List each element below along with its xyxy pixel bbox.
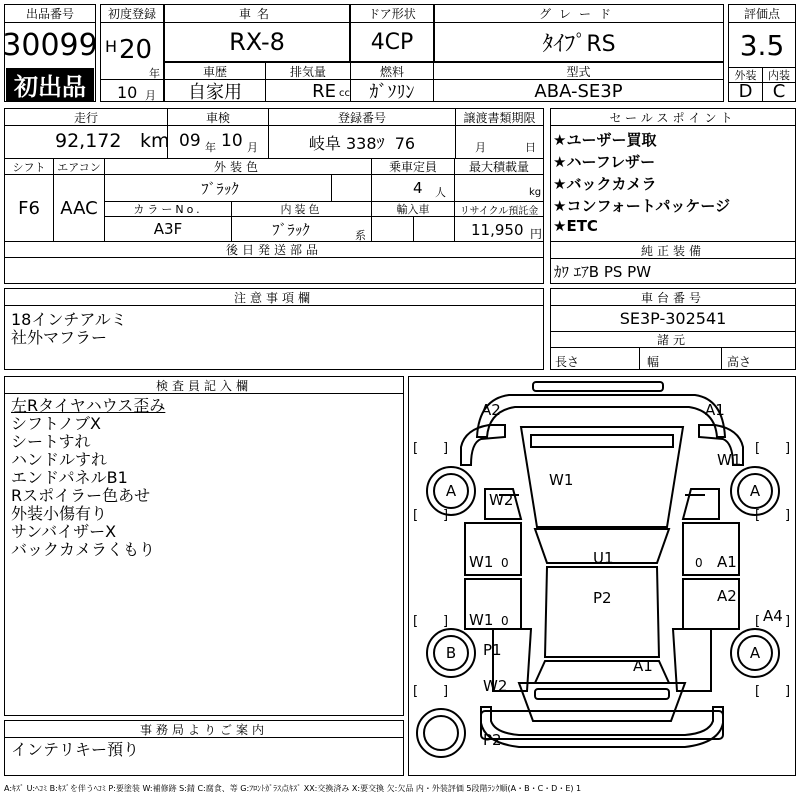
sales-point-item: ★ハーフレザー [553, 153, 656, 171]
front-left-fender-shape [461, 425, 505, 465]
notes-line: 18インチアルミ [11, 310, 127, 329]
mileage-label: 走行 [5, 109, 168, 126]
bracket-mark: ] [785, 441, 791, 456]
mileage: 92,172 [55, 130, 122, 152]
rear-spoiler-shape [535, 689, 669, 699]
damage-code: W1 [469, 611, 494, 629]
insp-year-unit: 年 [205, 141, 216, 154]
damage-code: 0 [695, 556, 703, 570]
chassis-label: 車台番号 [551, 289, 795, 306]
bracket-mark: [ [755, 508, 761, 523]
history: 自家用 [165, 80, 266, 102]
inspection-label: 車検 [168, 109, 269, 126]
tire-grade: B [445, 644, 457, 662]
capacity-label: 乗車定員 [372, 159, 455, 175]
bracket-mark: ] [785, 508, 791, 523]
dims-label: 諸元 [551, 331, 795, 348]
windshield-cowl-shape [531, 435, 673, 447]
inspector-line: 左Rタイヤハウス歪み [11, 396, 166, 415]
ext-color-label: 外装色 [105, 159, 372, 175]
insp-month-unit: 月 [247, 141, 258, 154]
transfer-month-unit: 月 [475, 141, 486, 154]
color-no-label: カラーNo. [105, 202, 232, 217]
damage-code: 0 [501, 556, 509, 570]
first-listing-badge: 初出品 [6, 68, 94, 101]
loadcap-unit: kg [529, 187, 542, 198]
damage-code: W1 [469, 553, 494, 571]
sales-point-item: ★コンフォートパッケージ [553, 197, 731, 215]
model-label: 型式 [434, 63, 723, 80]
bracket-mark: ] [443, 614, 449, 629]
int-color-suffix: 系 [355, 229, 366, 242]
fuel: ｶﾞｿﾘﾝ [351, 80, 434, 102]
roof-shape [545, 567, 659, 657]
inspector-line: バックカメラくもり [11, 540, 156, 559]
exterior-grade: D [729, 82, 763, 101]
mileage-unit: km [140, 130, 170, 152]
damage-code: W1 [717, 451, 742, 469]
sales-point-item: ★ETC [553, 217, 598, 235]
history-label: 車歴 [165, 63, 266, 80]
reg-month: 10 [117, 83, 138, 102]
bracket-mark: [ [755, 684, 761, 699]
reg-year: 20 [119, 35, 153, 65]
width-label: 幅 [647, 355, 660, 369]
aircon-label: エアコン [54, 159, 105, 175]
door-type: 4CP [370, 29, 414, 55]
fuel-label: 燃料 [351, 63, 434, 80]
inspector-line: エンドパネルB1 [11, 468, 128, 487]
hood-shape [521, 427, 683, 527]
shift: F6 [5, 175, 54, 241]
inspector-line: シートすれ [11, 432, 91, 451]
score-label: 評価点 [729, 5, 795, 23]
plate: 岐阜 338ﾂ 76 [308, 133, 416, 153]
grade-label: グレード [435, 5, 723, 23]
displacement: RE [312, 80, 336, 102]
inspector-line: サンバイザーX [11, 522, 117, 541]
model: ABA-SE3P [534, 80, 623, 102]
transfer-day-unit: 日 [525, 141, 536, 154]
inspector-label: 検査員記入欄 [5, 377, 403, 394]
bracket-mark: [ [413, 614, 419, 629]
bracket-mark: ] [785, 684, 791, 699]
chassis-section [550, 288, 796, 370]
car-name: RX-8 [229, 28, 285, 56]
history-row [164, 62, 724, 102]
recycle-label: リサイクル預託金 [455, 202, 543, 217]
inspector-line: シフトノブX [11, 414, 102, 433]
exterior-label: 外装 [729, 67, 763, 83]
interior-label: 内装 [763, 67, 795, 83]
recycle-unit: 円 [530, 227, 543, 241]
plate-label: 登録番号 [269, 109, 456, 126]
damage-code: U1 [593, 549, 614, 567]
bracket-mark: [ [413, 508, 419, 523]
tire-grade: A [749, 644, 761, 662]
grade-section [434, 4, 724, 62]
shift-label: シフト [5, 159, 54, 175]
damage-code: A2 [481, 401, 501, 419]
score: 3.5 [739, 28, 785, 62]
door-label: ドア形状 [351, 5, 433, 23]
door-section [350, 4, 434, 62]
lot-number: 30099 [2, 27, 98, 63]
chassis-number: SE3P-302541 [619, 308, 727, 328]
bracket-mark: [ [413, 441, 419, 456]
int-color-label: 内装色 [232, 202, 372, 217]
lot-label: 出品番号 [5, 5, 95, 23]
legend: A:ｷｽﾞ U:ﾍｺﾐ B:ｷｽﾞを伴うﾍｺﾐ P:要塗装 W:補修跡 S:錆 C:腐食、等 G:ﾌﾛﾝﾄｶﾞﾗｽ点ｷｽﾞ XX:交換済み X:要交換 欠:欠品 内・外装評価 5段階ﾗﾝｸ順(A・B・C・D・E) 1 [4, 783, 582, 793]
grade: ﾀｲﾌﾟRS [542, 31, 616, 57]
damage-code: W1 [549, 471, 574, 489]
damage-code: A1 [705, 401, 725, 419]
interior-grade: C [772, 81, 786, 102]
length-label: 長さ [555, 355, 580, 369]
sales-points-label: セールスポイント [551, 109, 795, 126]
damage-code: P2 [483, 731, 502, 749]
damage-code: A4 [763, 607, 783, 625]
insp-month: 10 [221, 131, 243, 151]
aircon: AAC [54, 175, 105, 241]
office-text: インテリキー預り [11, 740, 140, 759]
month-unit: 月 [145, 89, 156, 102]
recycle: 11,950 [471, 221, 524, 239]
damage-code: 0 [501, 614, 509, 628]
bracket-mark: [ [755, 614, 761, 629]
rear-bumper-shape [481, 707, 723, 747]
import-label: 輸入車 [372, 202, 455, 217]
sales-point-item: ★ユーザー買取 [553, 131, 657, 149]
bracket-mark: ] [443, 441, 449, 456]
ext-color: ﾌﾞﾗｯｸ [201, 179, 239, 198]
front-bumper-shape [533, 382, 663, 391]
sales-points [550, 108, 796, 284]
int-color: ﾌﾞﾗｯｸ [272, 220, 310, 239]
equipment-label: 純正装備 [551, 241, 795, 259]
bracket-mark: ] [443, 508, 449, 523]
capacity-unit: 人 [435, 186, 446, 199]
insp-year: 09 [179, 131, 201, 151]
right-rear-quarter-shape [673, 629, 711, 691]
bracket-mark: ] [785, 614, 791, 629]
loadcap-label: 最大積載量 [455, 159, 543, 175]
capacity: 4 [413, 179, 423, 197]
lot-section [4, 4, 96, 102]
color-no: A3F [105, 217, 232, 241]
damage-code: P2 [593, 589, 612, 607]
notes-section [4, 288, 544, 370]
sales-point-item: ★バックカメラ [553, 175, 657, 193]
displacement-unit: cc [339, 88, 350, 99]
specs-block [4, 108, 544, 284]
tire-grade: A [445, 482, 457, 500]
transfer-label: 譲渡書類期限 [456, 109, 543, 126]
damage-code: A1 [717, 553, 737, 571]
spare-wheel-shape [424, 716, 458, 750]
inspector-section [4, 376, 404, 716]
inspector-line: ハンドルすれ [11, 450, 108, 469]
inspector-line: Rスポイラー色あせ [11, 486, 151, 505]
score-section [728, 4, 796, 102]
tire-grade: A [749, 482, 761, 500]
car-diagram [408, 376, 796, 776]
car-diagram-svg [409, 377, 795, 775]
damage-code: W2 [489, 491, 514, 509]
damage-code: P1 [483, 641, 502, 659]
notes-line: 社外マフラー [11, 328, 108, 347]
bracket-mark: [ [413, 684, 419, 699]
height-label: 高さ [727, 355, 752, 369]
first-reg-section [100, 4, 164, 102]
office-label: 事務局よりご案内 [5, 721, 403, 738]
displacement-label: 排気量 [266, 63, 351, 80]
damage-code: W2 [483, 677, 508, 695]
bracket-mark: [ [755, 441, 761, 456]
era-letter: H [105, 37, 118, 56]
bracket-mark: ] [443, 684, 449, 699]
year-unit: 年 [149, 67, 160, 80]
inspector-line: 外装小傷有り [11, 504, 108, 523]
right-front-fender-side-shape [683, 489, 719, 519]
damage-code: A1 [633, 657, 653, 675]
first-reg-label: 初度登録 [101, 5, 163, 23]
car-name-label: 車名 [165, 5, 349, 23]
damage-code: A2 [717, 587, 737, 605]
equipment-value: ｶﾜ ｴｱB PS PW [554, 263, 652, 281]
car-name-section [164, 4, 350, 62]
notes-label: 注意事項欄 [5, 289, 543, 306]
front-fender-shape [477, 395, 725, 437]
later-parts-label: 後日発送部品 [5, 242, 543, 258]
office-section [4, 720, 404, 776]
